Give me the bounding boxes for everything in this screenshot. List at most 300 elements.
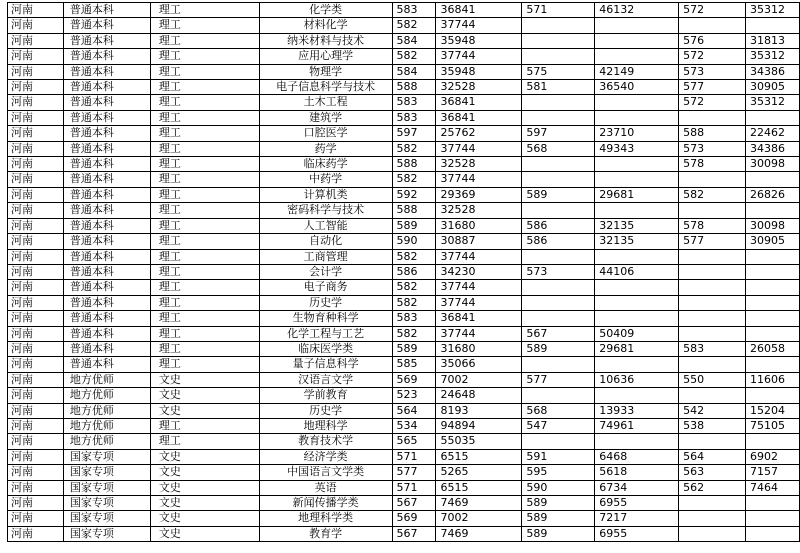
- major-cell: 纳米材料与技术: [259, 33, 392, 48]
- score-2023-cell: 586: [392, 264, 436, 279]
- score-2021-cell: 582: [679, 187, 746, 202]
- score-2022-cell: 586: [522, 234, 595, 249]
- score-2022-cell: [522, 157, 595, 172]
- rank-2021-cell: 15204: [746, 403, 800, 418]
- major-cell: 会计学: [259, 264, 392, 279]
- rank-2021-cell: [746, 18, 800, 33]
- score-2023-cell: 571: [392, 480, 436, 495]
- rank-2023-cell: 32528: [436, 80, 522, 95]
- province-cell: 河南: [8, 326, 64, 341]
- score-2022-cell: 591: [522, 449, 595, 464]
- table-row: [8, 80, 800, 95]
- score-2023-cell: 567: [392, 526, 436, 541]
- batch-cell: 普通本科: [63, 341, 150, 356]
- score-2021-cell: 542: [679, 403, 746, 418]
- rank-2021-cell: [746, 511, 800, 526]
- rank-2023-cell: 34230: [436, 264, 522, 279]
- rank-2022-cell: [595, 18, 679, 33]
- score-2022-cell: [522, 33, 595, 48]
- score-2021-cell: 573: [679, 64, 746, 79]
- table-row: [8, 110, 800, 125]
- rank-2021-cell: 6902: [746, 449, 800, 464]
- score-2021-cell: 577: [679, 234, 746, 249]
- table-row: [8, 326, 800, 341]
- subject-type-cell: 理工: [150, 157, 259, 172]
- score-2021-cell: [679, 18, 746, 33]
- rank-2023-cell: 35948: [436, 64, 522, 79]
- province-cell: 河南: [8, 172, 64, 187]
- score-2022-cell: 590: [522, 480, 595, 495]
- province-cell: 河南: [8, 110, 64, 125]
- rank-2023-cell: 36841: [436, 110, 522, 125]
- score-2021-cell: [679, 264, 746, 279]
- score-2023-cell: 589: [392, 218, 436, 233]
- rank-2021-cell: [746, 172, 800, 187]
- major-cell: 自动化: [259, 234, 392, 249]
- score-2023-cell: 582: [392, 280, 436, 295]
- rank-2022-cell: 50409: [595, 326, 679, 341]
- table-row: [8, 33, 800, 48]
- rank-2023-cell: 37744: [436, 326, 522, 341]
- rank-2021-cell: 35312: [746, 95, 800, 110]
- score-2022-cell: 577: [522, 372, 595, 387]
- rank-2021-cell: [746, 357, 800, 372]
- table-row: [8, 480, 800, 495]
- score-2023-cell: 564: [392, 403, 436, 418]
- rank-2023-cell: 7002: [436, 511, 522, 526]
- rank-2023-cell: 35066: [436, 357, 522, 372]
- score-2023-cell: 590: [392, 234, 436, 249]
- batch-cell: 地方优师: [63, 434, 150, 449]
- batch-cell: 国家专项: [63, 480, 150, 495]
- table-row: [8, 187, 800, 202]
- subject-type-cell: 理工: [150, 234, 259, 249]
- major-cell: 密码科学与技术: [259, 203, 392, 218]
- table-row: [8, 434, 800, 449]
- batch-cell: 国家专项: [63, 526, 150, 541]
- rank-2023-cell: 37744: [436, 295, 522, 310]
- score-2023-cell: 582: [392, 326, 436, 341]
- major-cell: 电子信息科学与技术: [259, 80, 392, 95]
- table-row: [8, 357, 800, 372]
- rank-2021-cell: 7464: [746, 480, 800, 495]
- province-cell: 河南: [8, 249, 64, 264]
- batch-cell: 普通本科: [63, 218, 150, 233]
- major-cell: 新闻传播学类: [259, 496, 392, 511]
- batch-cell: 国家专项: [63, 496, 150, 511]
- province-cell: 河南: [8, 465, 64, 480]
- table-row: [8, 280, 800, 295]
- score-2022-cell: 597: [522, 126, 595, 141]
- rank-2023-cell: 37744: [436, 249, 522, 264]
- subject-type-cell: 理工: [150, 141, 259, 156]
- major-cell: 教育技术学: [259, 434, 392, 449]
- table-row: [8, 341, 800, 356]
- score-2023-cell: 583: [392, 95, 436, 110]
- score-2021-cell: [679, 110, 746, 125]
- batch-cell: 地方优师: [63, 403, 150, 418]
- rank-2021-cell: 34386: [746, 141, 800, 156]
- score-2022-cell: 568: [522, 403, 595, 418]
- subject-type-cell: 理工: [150, 311, 259, 326]
- subject-type-cell: 理工: [150, 357, 259, 372]
- major-cell: 口腔医学: [259, 126, 392, 141]
- rank-2023-cell: 55035: [436, 434, 522, 449]
- rank-2022-cell: [595, 249, 679, 264]
- table-row: [8, 511, 800, 526]
- score-2022-cell: 575: [522, 64, 595, 79]
- score-2023-cell: 534: [392, 418, 436, 433]
- table-row: [8, 18, 800, 33]
- admission-scores-table: [7, 2, 800, 542]
- rank-2021-cell: 34386: [746, 64, 800, 79]
- batch-cell: 普通本科: [63, 172, 150, 187]
- table-body: [8, 3, 800, 542]
- batch-cell: 普通本科: [63, 280, 150, 295]
- rank-2022-cell: [595, 157, 679, 172]
- rank-2023-cell: 35948: [436, 33, 522, 48]
- rank-2022-cell: [595, 203, 679, 218]
- score-2023-cell: 582: [392, 172, 436, 187]
- major-cell: 药学: [259, 141, 392, 156]
- province-cell: 河南: [8, 341, 64, 356]
- rank-2021-cell: [746, 203, 800, 218]
- major-cell: 历史学: [259, 295, 392, 310]
- province-cell: 河南: [8, 434, 64, 449]
- rank-2021-cell: [746, 110, 800, 125]
- score-2023-cell: 571: [392, 449, 436, 464]
- subject-type-cell: 文史: [150, 388, 259, 403]
- rank-2021-cell: 30098: [746, 218, 800, 233]
- score-2022-cell: [522, 249, 595, 264]
- score-2021-cell: 563: [679, 465, 746, 480]
- major-cell: 工商管理: [259, 249, 392, 264]
- rank-2022-cell: [595, 295, 679, 310]
- score-2022-cell: [522, 203, 595, 218]
- rank-2022-cell: 6468: [595, 449, 679, 464]
- batch-cell: 普通本科: [63, 295, 150, 310]
- table-row: [8, 311, 800, 326]
- score-2021-cell: 564: [679, 449, 746, 464]
- rank-2022-cell: 36540: [595, 80, 679, 95]
- table-row: [8, 465, 800, 480]
- province-cell: 河南: [8, 126, 64, 141]
- score-2021-cell: [679, 388, 746, 403]
- score-2021-cell: [679, 295, 746, 310]
- score-2023-cell: 523: [392, 388, 436, 403]
- rank-2021-cell: 35312: [746, 3, 800, 18]
- major-cell: 学前教育: [259, 388, 392, 403]
- subject-type-cell: 理工: [150, 341, 259, 356]
- batch-cell: 地方优师: [63, 418, 150, 433]
- score-2021-cell: [679, 526, 746, 541]
- rank-2023-cell: 37744: [436, 172, 522, 187]
- score-2021-cell: 538: [679, 418, 746, 433]
- rank-2023-cell: 32528: [436, 203, 522, 218]
- score-2023-cell: 569: [392, 372, 436, 387]
- subject-type-cell: 文史: [150, 480, 259, 495]
- rank-2023-cell: 36841: [436, 311, 522, 326]
- rank-2022-cell: 29681: [595, 341, 679, 356]
- table-row: [8, 388, 800, 403]
- batch-cell: 普通本科: [63, 187, 150, 202]
- score-2022-cell: [522, 311, 595, 326]
- major-cell: 化学类: [259, 3, 392, 18]
- score-2023-cell: 588: [392, 157, 436, 172]
- batch-cell: 普通本科: [63, 141, 150, 156]
- rank-2022-cell: 5618: [595, 465, 679, 480]
- score-2021-cell: [679, 434, 746, 449]
- batch-cell: 地方优师: [63, 372, 150, 387]
- score-2021-cell: 578: [679, 157, 746, 172]
- score-2021-cell: [679, 326, 746, 341]
- rank-2021-cell: 31813: [746, 33, 800, 48]
- subject-type-cell: 理工: [150, 172, 259, 187]
- rank-2023-cell: 6515: [436, 449, 522, 464]
- rank-2023-cell: 36841: [436, 95, 522, 110]
- table-row: [8, 49, 800, 64]
- subject-type-cell: 理工: [150, 249, 259, 264]
- rank-2022-cell: [595, 172, 679, 187]
- major-cell: 英语: [259, 480, 392, 495]
- batch-cell: 普通本科: [63, 126, 150, 141]
- province-cell: 河南: [8, 511, 64, 526]
- subject-type-cell: 理工: [150, 64, 259, 79]
- major-cell: 建筑学: [259, 110, 392, 125]
- score-2022-cell: 589: [522, 187, 595, 202]
- subject-type-cell: 理工: [150, 295, 259, 310]
- major-cell: 中国语言文学类: [259, 465, 392, 480]
- subject-type-cell: 理工: [150, 280, 259, 295]
- score-2022-cell: 595: [522, 465, 595, 480]
- rank-2023-cell: 37744: [436, 49, 522, 64]
- province-cell: 河南: [8, 157, 64, 172]
- subject-type-cell: 文史: [150, 496, 259, 511]
- rank-2021-cell: 30905: [746, 80, 800, 95]
- rank-2022-cell: [595, 357, 679, 372]
- batch-cell: 普通本科: [63, 18, 150, 33]
- subject-type-cell: 理工: [150, 218, 259, 233]
- rank-2022-cell: 29681: [595, 187, 679, 202]
- rank-2021-cell: [746, 496, 800, 511]
- rank-2021-cell: [746, 434, 800, 449]
- province-cell: 河南: [8, 372, 64, 387]
- table-row: [8, 449, 800, 464]
- score-2023-cell: 592: [392, 187, 436, 202]
- batch-cell: 国家专项: [63, 511, 150, 526]
- subject-type-cell: 理工: [150, 264, 259, 279]
- subject-type-cell: 理工: [150, 434, 259, 449]
- subject-type-cell: 理工: [150, 18, 259, 33]
- rank-2023-cell: 37744: [436, 18, 522, 33]
- subject-type-cell: 文史: [150, 372, 259, 387]
- rank-2023-cell: 7002: [436, 372, 522, 387]
- subject-type-cell: 文史: [150, 526, 259, 541]
- rank-2023-cell: 30887: [436, 234, 522, 249]
- table-row: [8, 249, 800, 264]
- major-cell: 地理科学类: [259, 511, 392, 526]
- subject-type-cell: 理工: [150, 418, 259, 433]
- subject-type-cell: 理工: [150, 3, 259, 18]
- province-cell: 河南: [8, 187, 64, 202]
- batch-cell: 国家专项: [63, 465, 150, 480]
- batch-cell: 普通本科: [63, 3, 150, 18]
- province-cell: 河南: [8, 218, 64, 233]
- province-cell: 河南: [8, 388, 64, 403]
- major-cell: 应用心理学: [259, 49, 392, 64]
- major-cell: 地理科学: [259, 418, 392, 433]
- score-2023-cell: 584: [392, 64, 436, 79]
- score-2021-cell: 578: [679, 218, 746, 233]
- score-2022-cell: [522, 295, 595, 310]
- score-2021-cell: 572: [679, 49, 746, 64]
- batch-cell: 普通本科: [63, 110, 150, 125]
- province-cell: 河南: [8, 311, 64, 326]
- score-2022-cell: [522, 280, 595, 295]
- score-2023-cell: 582: [392, 295, 436, 310]
- rank-2021-cell: 26826: [746, 187, 800, 202]
- table-row: [8, 295, 800, 310]
- score-2021-cell: [679, 249, 746, 264]
- rank-2021-cell: 11606: [746, 372, 800, 387]
- subject-type-cell: 理工: [150, 110, 259, 125]
- score-2022-cell: [522, 388, 595, 403]
- major-cell: 经济学类: [259, 449, 392, 464]
- table-row: [8, 218, 800, 233]
- rank-2023-cell: 5265: [436, 465, 522, 480]
- batch-cell: 国家专项: [63, 449, 150, 464]
- score-2023-cell: 597: [392, 126, 436, 141]
- score-2022-cell: 589: [522, 526, 595, 541]
- rank-2022-cell: 32135: [595, 234, 679, 249]
- score-2021-cell: 572: [679, 95, 746, 110]
- rank-2021-cell: 30098: [746, 157, 800, 172]
- rank-2021-cell: 7157: [746, 465, 800, 480]
- subject-type-cell: 文史: [150, 511, 259, 526]
- rank-2023-cell: 31680: [436, 218, 522, 233]
- major-cell: 电子商务: [259, 280, 392, 295]
- batch-cell: 普通本科: [63, 64, 150, 79]
- score-2023-cell: 588: [392, 80, 436, 95]
- rank-2022-cell: 44106: [595, 264, 679, 279]
- major-cell: 临床药学: [259, 157, 392, 172]
- batch-cell: 普通本科: [63, 234, 150, 249]
- batch-cell: 普通本科: [63, 357, 150, 372]
- score-2023-cell: 588: [392, 203, 436, 218]
- score-2023-cell: 583: [392, 3, 436, 18]
- score-2022-cell: [522, 110, 595, 125]
- table-row: [8, 372, 800, 387]
- major-cell: 中药学: [259, 172, 392, 187]
- rank-2023-cell: 37744: [436, 141, 522, 156]
- major-cell: 化学工程与工艺: [259, 326, 392, 341]
- rank-2022-cell: 23710: [595, 126, 679, 141]
- table-row: [8, 172, 800, 187]
- rank-2022-cell: 6955: [595, 496, 679, 511]
- rank-2021-cell: 30905: [746, 234, 800, 249]
- batch-cell: 普通本科: [63, 249, 150, 264]
- table-row: [8, 64, 800, 79]
- batch-cell: 普通本科: [63, 80, 150, 95]
- score-2023-cell: 582: [392, 49, 436, 64]
- rank-2022-cell: 7217: [595, 511, 679, 526]
- major-cell: 临床医学类: [259, 341, 392, 356]
- batch-cell: 地方优师: [63, 388, 150, 403]
- rank-2021-cell: [746, 280, 800, 295]
- province-cell: 河南: [8, 234, 64, 249]
- score-2022-cell: 568: [522, 141, 595, 156]
- rank-2021-cell: [746, 311, 800, 326]
- score-2021-cell: 550: [679, 372, 746, 387]
- rank-2022-cell: 74961: [595, 418, 679, 433]
- rank-2023-cell: 94894: [436, 418, 522, 433]
- score-2023-cell: 589: [392, 341, 436, 356]
- batch-cell: 普通本科: [63, 203, 150, 218]
- score-2021-cell: 576: [679, 33, 746, 48]
- rank-2023-cell: 37744: [436, 280, 522, 295]
- score-2021-cell: [679, 511, 746, 526]
- province-cell: 河南: [8, 295, 64, 310]
- major-cell: 人工智能: [259, 218, 392, 233]
- table-row: [8, 126, 800, 141]
- score-2021-cell: [679, 172, 746, 187]
- table-row: [8, 141, 800, 156]
- score-2022-cell: [522, 18, 595, 33]
- score-2022-cell: [522, 49, 595, 64]
- subject-type-cell: 理工: [150, 126, 259, 141]
- major-cell: 教育学: [259, 526, 392, 541]
- subject-type-cell: 文史: [150, 465, 259, 480]
- province-cell: 河南: [8, 480, 64, 495]
- rank-2023-cell: 8193: [436, 403, 522, 418]
- subject-type-cell: 理工: [150, 80, 259, 95]
- subject-type-cell: 文史: [150, 403, 259, 418]
- score-2021-cell: 577: [679, 80, 746, 95]
- table-row: [8, 403, 800, 418]
- province-cell: 河南: [8, 357, 64, 372]
- score-2022-cell: [522, 434, 595, 449]
- batch-cell: 普通本科: [63, 157, 150, 172]
- major-cell: 历史学: [259, 403, 392, 418]
- score-2022-cell: 581: [522, 80, 595, 95]
- table-row: [8, 95, 800, 110]
- rank-2023-cell: 32528: [436, 157, 522, 172]
- rank-2023-cell: 6515: [436, 480, 522, 495]
- rank-2021-cell: [746, 295, 800, 310]
- rank-2022-cell: 6734: [595, 480, 679, 495]
- major-cell: 材料化学: [259, 18, 392, 33]
- province-cell: 河南: [8, 264, 64, 279]
- rank-2022-cell: 49343: [595, 141, 679, 156]
- rank-2021-cell: [746, 264, 800, 279]
- province-cell: 河南: [8, 95, 64, 110]
- rank-2022-cell: [595, 110, 679, 125]
- rank-2023-cell: 36841: [436, 3, 522, 18]
- subject-type-cell: 理工: [150, 49, 259, 64]
- score-2022-cell: 547: [522, 418, 595, 433]
- score-2023-cell: 585: [392, 357, 436, 372]
- score-2023-cell: 577: [392, 465, 436, 480]
- score-2022-cell: 567: [522, 326, 595, 341]
- batch-cell: 普通本科: [63, 264, 150, 279]
- score-2023-cell: 583: [392, 110, 436, 125]
- rank-2021-cell: [746, 249, 800, 264]
- batch-cell: 普通本科: [63, 326, 150, 341]
- table-row: [8, 418, 800, 433]
- score-2022-cell: [522, 172, 595, 187]
- subject-type-cell: 理工: [150, 95, 259, 110]
- score-2023-cell: 567: [392, 496, 436, 511]
